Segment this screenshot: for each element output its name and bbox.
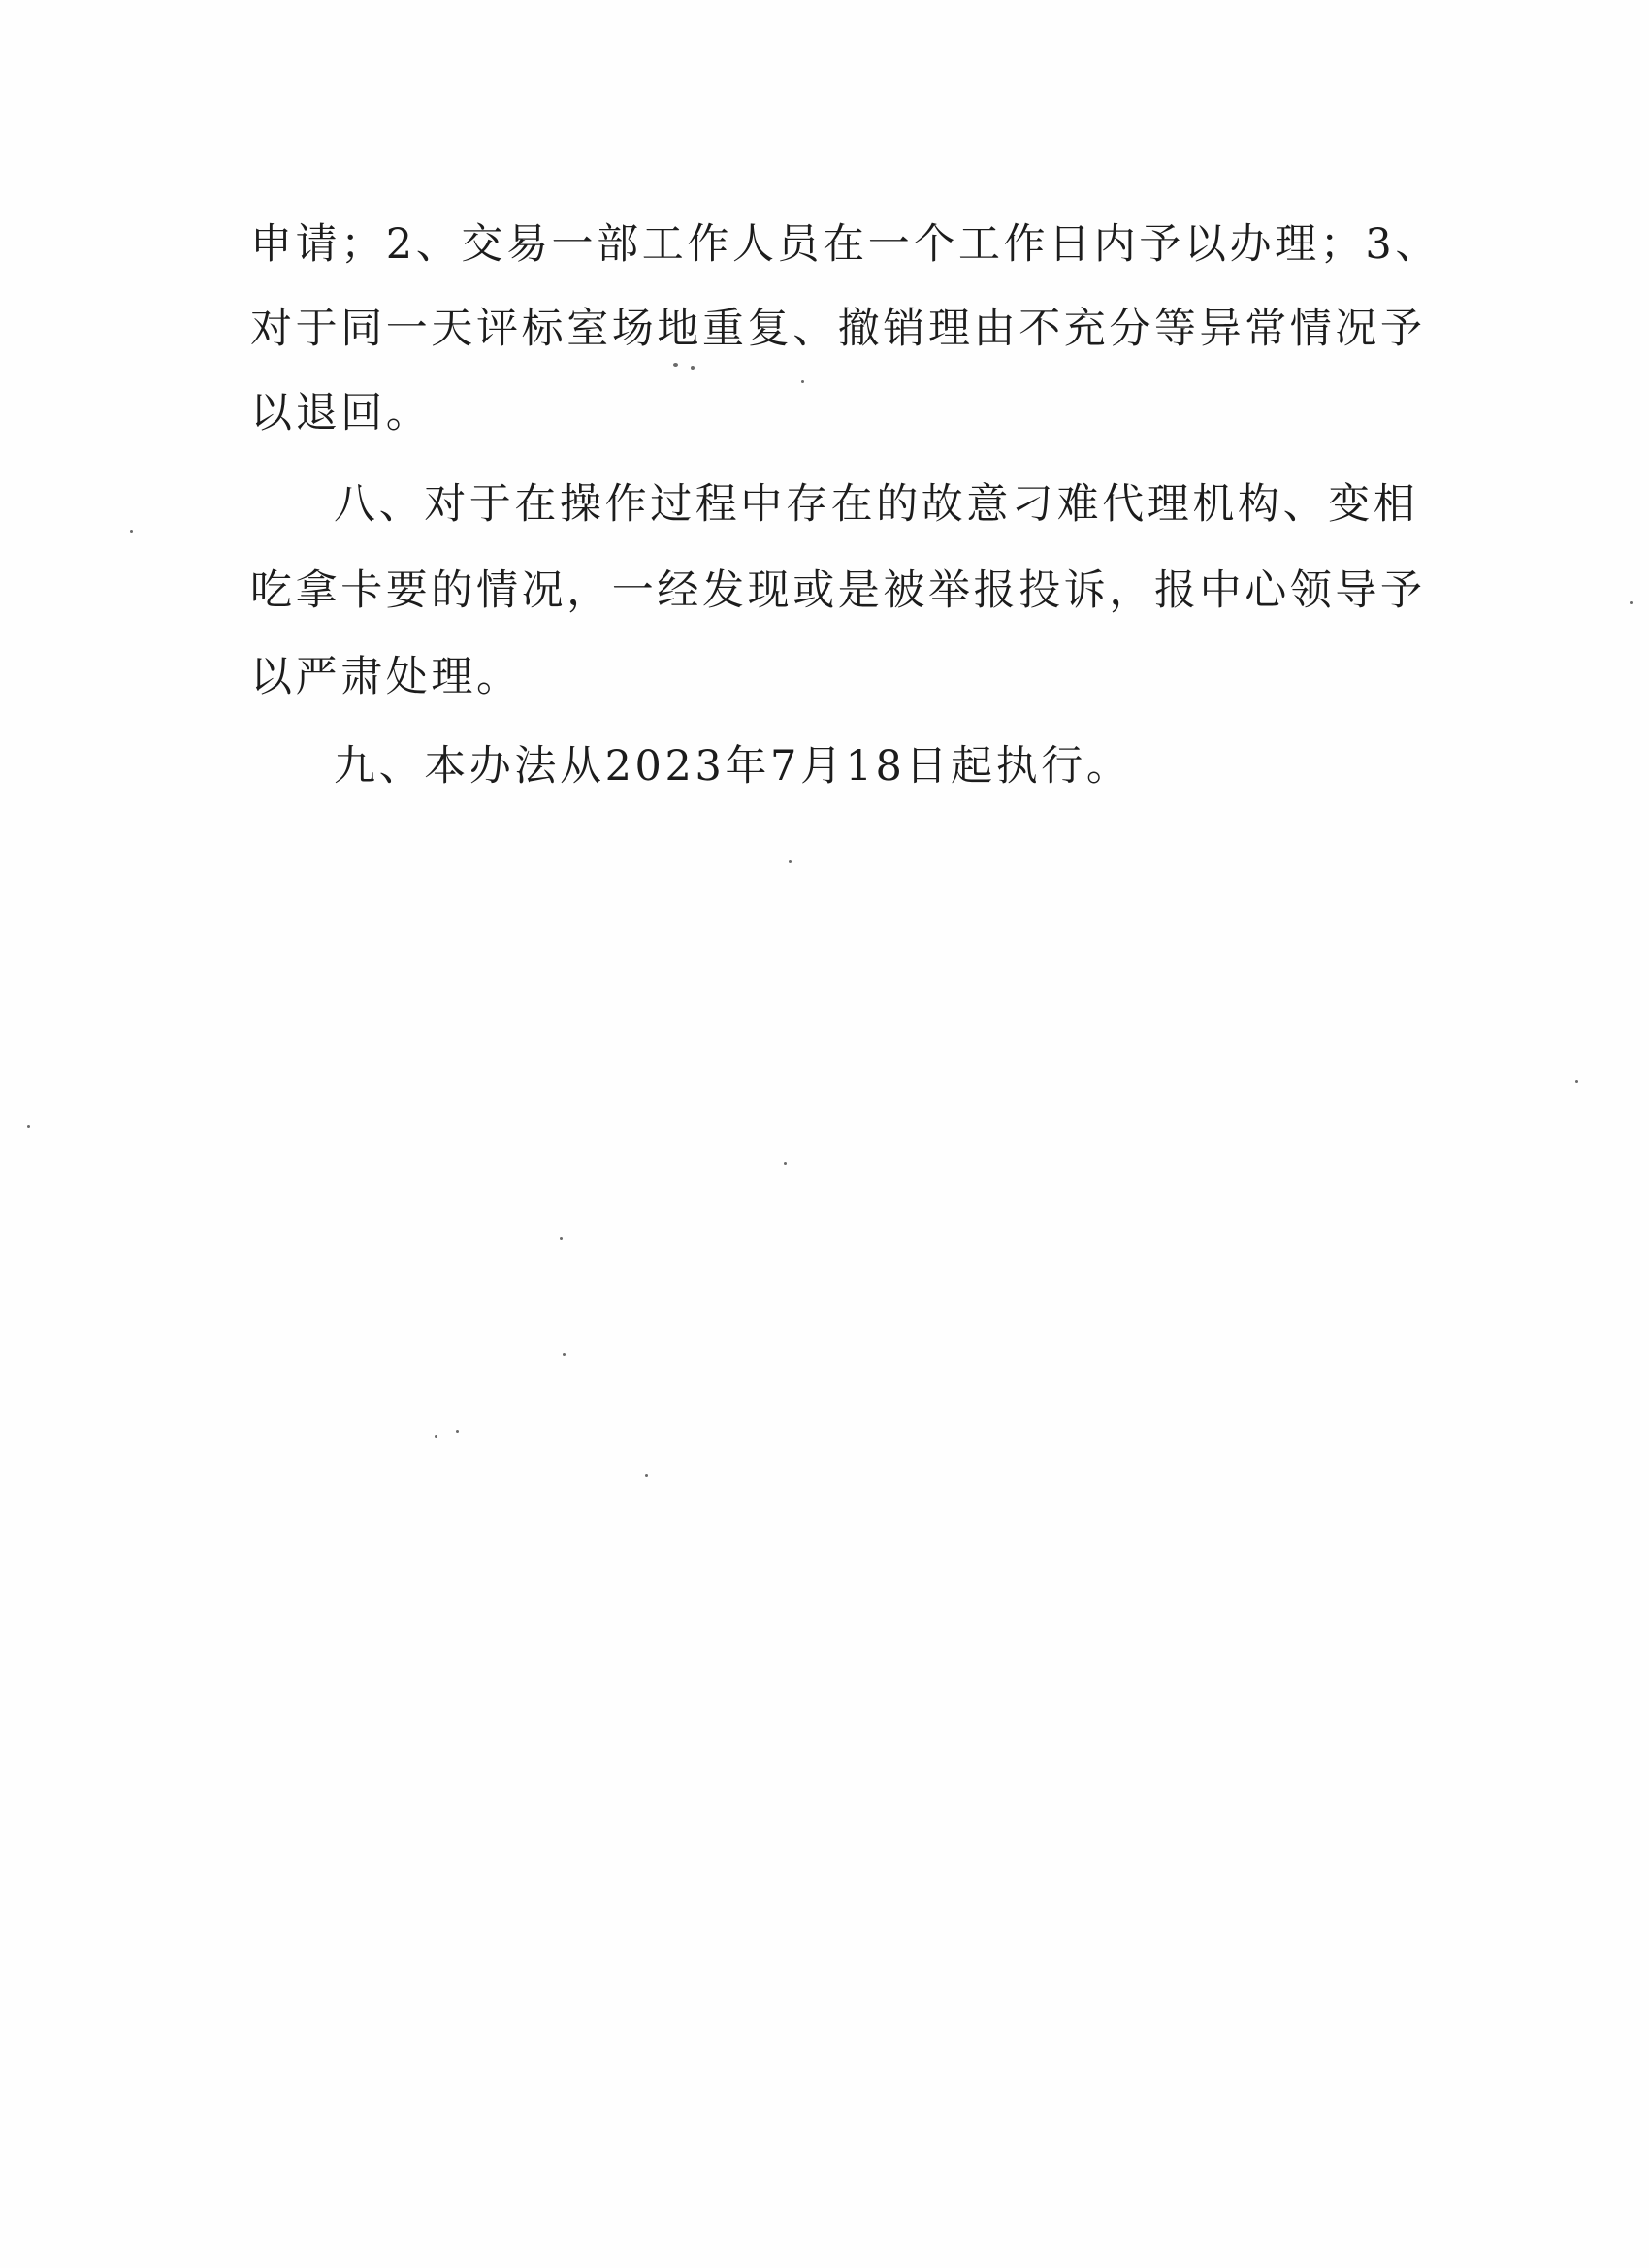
scan-speck	[801, 380, 804, 383]
scan-speck	[673, 363, 678, 367]
scan-speck	[435, 1435, 437, 1438]
paragraph-line: 以退回。	[250, 389, 432, 437]
paragraph-line: 以严肃处理。	[250, 653, 522, 701]
paragraph-line: 对于同一天评标室场地重复、撤销理由不充分等异常情况予	[250, 305, 1426, 353]
paragraph-line: 八、对于在操作过程中存在的故意刁难代理机构、变相	[334, 480, 1419, 529]
scan-speck	[456, 1430, 459, 1433]
scan-speck	[130, 530, 133, 533]
paragraph-line: 九、本办法从2023年7月18日起执行。	[334, 742, 1132, 791]
scan-speck	[784, 1162, 787, 1165]
paragraph-line: 申请；2、交易一部工作人员在一个工作日内予以办理；3、	[250, 220, 1440, 269]
scan-speck	[560, 1237, 563, 1240]
paragraph-line: 吃拿卡要的情况，一经发现或是被举报投诉，报中心领导予	[250, 567, 1426, 615]
scan-speck	[645, 1474, 648, 1477]
scan-speck	[1630, 601, 1633, 604]
scan-speck	[691, 366, 695, 370]
scan-speck	[789, 860, 792, 863]
scan-speck	[1575, 1080, 1578, 1083]
scan-speck	[27, 1125, 30, 1128]
scan-speck	[563, 1353, 566, 1356]
